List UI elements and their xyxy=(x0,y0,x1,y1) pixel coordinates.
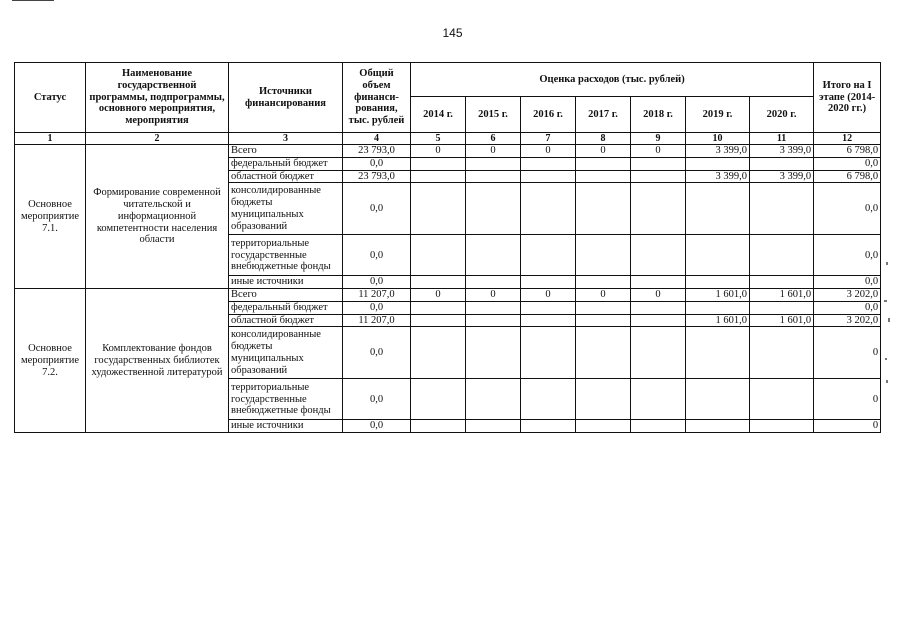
year-value-cell xyxy=(411,420,466,433)
year-value-cell xyxy=(466,314,521,327)
year-value-cell xyxy=(631,301,686,314)
year-value-cell: 1 601,0 xyxy=(750,289,814,302)
total-volume-cell: 0,0 xyxy=(343,235,411,276)
year-value-cell xyxy=(686,301,750,314)
stage-total-cell: 0,0 xyxy=(814,276,881,289)
column-number: 3 xyxy=(229,133,343,145)
year-value-cell xyxy=(631,420,686,433)
year-value-cell xyxy=(750,183,814,235)
year-value-cell xyxy=(521,235,576,276)
budget-table xyxy=(14,62,881,433)
year-value-cell xyxy=(631,235,686,276)
column-number: 12 xyxy=(814,133,881,145)
year-value-cell xyxy=(521,327,576,379)
funding-source-cell: территориальные государственные внебюджетные фонды xyxy=(229,379,343,420)
year-value-cell: 0 xyxy=(631,289,686,302)
column-number: 10 xyxy=(686,133,750,145)
year-value-cell xyxy=(576,301,631,314)
page-number: 145 xyxy=(442,26,463,40)
year-value-cell xyxy=(631,183,686,235)
total-volume-cell: 11 207,0 xyxy=(343,314,411,327)
table-row xyxy=(15,289,881,302)
year-value-cell: 0 xyxy=(411,145,466,158)
status-cell: Основное мероприятие 7.1. xyxy=(15,145,86,289)
column-number: 7 xyxy=(521,133,576,145)
funding-source-cell: федеральный бюджет xyxy=(229,301,343,314)
header-name: Наименование государственной программы, подпрограммы, основного мероприятия, мероприятия xyxy=(86,63,229,133)
stage-total-cell: 0,0 xyxy=(814,157,881,170)
header-estimate: Оценка расходов (тыс. рублей) xyxy=(411,63,814,97)
year-value-cell xyxy=(521,420,576,433)
year-value-cell xyxy=(521,157,576,170)
funding-source-cell: иные источники xyxy=(229,420,343,433)
year-value-cell xyxy=(686,276,750,289)
year-value-cell: 0 xyxy=(576,289,631,302)
year-value-cell xyxy=(750,276,814,289)
year-value-cell: 1 601,0 xyxy=(686,314,750,327)
scan-speck xyxy=(886,380,888,383)
header-year: 2018 г. xyxy=(631,97,686,133)
stage-total-cell: 0 xyxy=(814,327,881,379)
column-number: 4 xyxy=(343,133,411,145)
year-value-cell: 3 399,0 xyxy=(750,170,814,183)
header-stage-total: Итого на I этапе (2014-2020 гг.) xyxy=(814,63,881,133)
funding-source-cell: областной бюджет xyxy=(229,170,343,183)
year-value-cell xyxy=(466,301,521,314)
stage-total-cell: 3 202,0 xyxy=(814,314,881,327)
scan-speck xyxy=(885,358,887,360)
table-header xyxy=(15,63,881,145)
column-number: 9 xyxy=(631,133,686,145)
year-value-cell: 0 xyxy=(466,289,521,302)
total-volume-cell: 23 793,0 xyxy=(343,145,411,158)
column-number-row xyxy=(15,133,881,145)
year-value-cell xyxy=(411,235,466,276)
year-value-cell xyxy=(576,379,631,420)
year-value-cell xyxy=(521,276,576,289)
year-value-cell xyxy=(750,327,814,379)
year-value-cell xyxy=(576,314,631,327)
year-value-cell xyxy=(576,420,631,433)
header-status: Статус xyxy=(15,63,86,133)
year-value-cell xyxy=(686,379,750,420)
year-value-cell xyxy=(686,235,750,276)
status-cell: Основное мероприятие 7.2. xyxy=(15,289,86,433)
stage-total-cell: 6 798,0 xyxy=(814,170,881,183)
year-value-cell: 1 601,0 xyxy=(750,314,814,327)
table-row xyxy=(15,145,881,158)
year-value-cell xyxy=(466,157,521,170)
funding-source-cell: федеральный бюджет xyxy=(229,157,343,170)
year-value-cell: 0 xyxy=(521,289,576,302)
year-value-cell xyxy=(466,327,521,379)
year-value-cell xyxy=(686,157,750,170)
year-value-cell xyxy=(686,183,750,235)
year-value-cell xyxy=(466,183,521,235)
total-volume-cell: 0,0 xyxy=(343,276,411,289)
column-number: 8 xyxy=(576,133,631,145)
year-value-cell xyxy=(631,276,686,289)
stage-total-cell: 6 798,0 xyxy=(814,145,881,158)
year-value-cell: 0 xyxy=(576,145,631,158)
year-value-cell: 0 xyxy=(411,289,466,302)
year-value-cell xyxy=(521,379,576,420)
year-value-cell xyxy=(411,327,466,379)
year-value-cell xyxy=(411,276,466,289)
year-value-cell xyxy=(466,276,521,289)
total-volume-cell: 23 793,0 xyxy=(343,170,411,183)
stage-total-cell: 0,0 xyxy=(814,235,881,276)
year-value-cell xyxy=(576,170,631,183)
funding-source-cell: территориальные государственные внебюджетные фонды xyxy=(229,235,343,276)
year-value-cell xyxy=(411,157,466,170)
year-value-cell xyxy=(576,327,631,379)
year-value-cell: 0 xyxy=(466,145,521,158)
year-value-cell xyxy=(631,157,686,170)
year-value-cell xyxy=(411,183,466,235)
column-number: 1 xyxy=(15,133,86,145)
column-number: 5 xyxy=(411,133,466,145)
year-value-cell xyxy=(466,235,521,276)
year-value-cell xyxy=(631,327,686,379)
year-value-cell: 1 601,0 xyxy=(686,289,750,302)
stage-total-cell: 0 xyxy=(814,420,881,433)
total-volume-cell: 0,0 xyxy=(343,379,411,420)
total-volume-cell: 11 207,0 xyxy=(343,289,411,302)
top-rule xyxy=(12,0,54,1)
header-year: 2015 г. xyxy=(466,97,521,133)
year-value-cell xyxy=(411,314,466,327)
year-value-cell xyxy=(576,235,631,276)
funding-source-cell: областной бюджет xyxy=(229,314,343,327)
header-year: 2016 г. xyxy=(521,97,576,133)
header-year: 2014 г. xyxy=(411,97,466,133)
year-value-cell xyxy=(750,157,814,170)
total-volume-cell: 0,0 xyxy=(343,157,411,170)
year-value-cell: 3 399,0 xyxy=(686,170,750,183)
header-year: 2020 г. xyxy=(750,97,814,133)
year-value-cell xyxy=(466,420,521,433)
year-value-cell xyxy=(576,276,631,289)
column-number: 2 xyxy=(86,133,229,145)
year-value-cell xyxy=(631,314,686,327)
year-value-cell xyxy=(521,314,576,327)
funding-source-cell: консолидированные бюджеты муниципальных образований xyxy=(229,327,343,379)
year-value-cell xyxy=(631,170,686,183)
funding-source-cell: иные источники xyxy=(229,276,343,289)
year-value-cell xyxy=(521,301,576,314)
year-value-cell xyxy=(686,420,750,433)
measure-name-cell: Формирование современной читательской и информационной компетентности населения области xyxy=(86,145,229,289)
year-value-cell: 0 xyxy=(521,145,576,158)
total-volume-cell: 0,0 xyxy=(343,420,411,433)
year-value-cell xyxy=(750,379,814,420)
table-body xyxy=(15,145,881,433)
stage-total-cell: 0 xyxy=(814,379,881,420)
stage-total-cell: 0,0 xyxy=(814,183,881,235)
scan-speck xyxy=(884,300,887,302)
year-value-cell xyxy=(750,301,814,314)
scan-speck xyxy=(886,262,888,265)
year-value-cell xyxy=(576,157,631,170)
total-volume-cell: 0,0 xyxy=(343,301,411,314)
measure-name-cell: Комплектование фондов государственных библиотек художественной литературой xyxy=(86,289,229,433)
total-volume-cell: 0,0 xyxy=(343,327,411,379)
header-year: 2017 г. xyxy=(576,97,631,133)
header-total-volume: Общий объем финанси-рования, тыс. рублей xyxy=(343,63,411,133)
year-value-cell: 3 399,0 xyxy=(686,145,750,158)
year-value-cell xyxy=(411,301,466,314)
year-value-cell: 3 399,0 xyxy=(750,145,814,158)
column-number: 11 xyxy=(750,133,814,145)
stage-total-cell: 0,0 xyxy=(814,301,881,314)
stage-total-cell: 3 202,0 xyxy=(814,289,881,302)
header-sources: Источники финансирования xyxy=(229,63,343,133)
year-value-cell xyxy=(411,379,466,420)
year-value-cell: 0 xyxy=(631,145,686,158)
year-value-cell xyxy=(521,170,576,183)
funding-source-cell: Всего xyxy=(229,145,343,158)
year-value-cell xyxy=(750,420,814,433)
year-value-cell xyxy=(521,183,576,235)
total-volume-cell: 0,0 xyxy=(343,183,411,235)
year-value-cell xyxy=(686,327,750,379)
column-number: 6 xyxy=(466,133,521,145)
year-value-cell xyxy=(411,170,466,183)
funding-source-cell: консолидированные бюджеты муниципальных образований xyxy=(229,183,343,235)
year-value-cell xyxy=(466,170,521,183)
funding-source-cell: Всего xyxy=(229,289,343,302)
scan-speck xyxy=(888,318,890,322)
year-value-cell xyxy=(466,379,521,420)
year-value-cell xyxy=(576,183,631,235)
year-value-cell xyxy=(631,379,686,420)
header-year: 2019 г. xyxy=(686,97,750,133)
year-value-cell xyxy=(750,235,814,276)
